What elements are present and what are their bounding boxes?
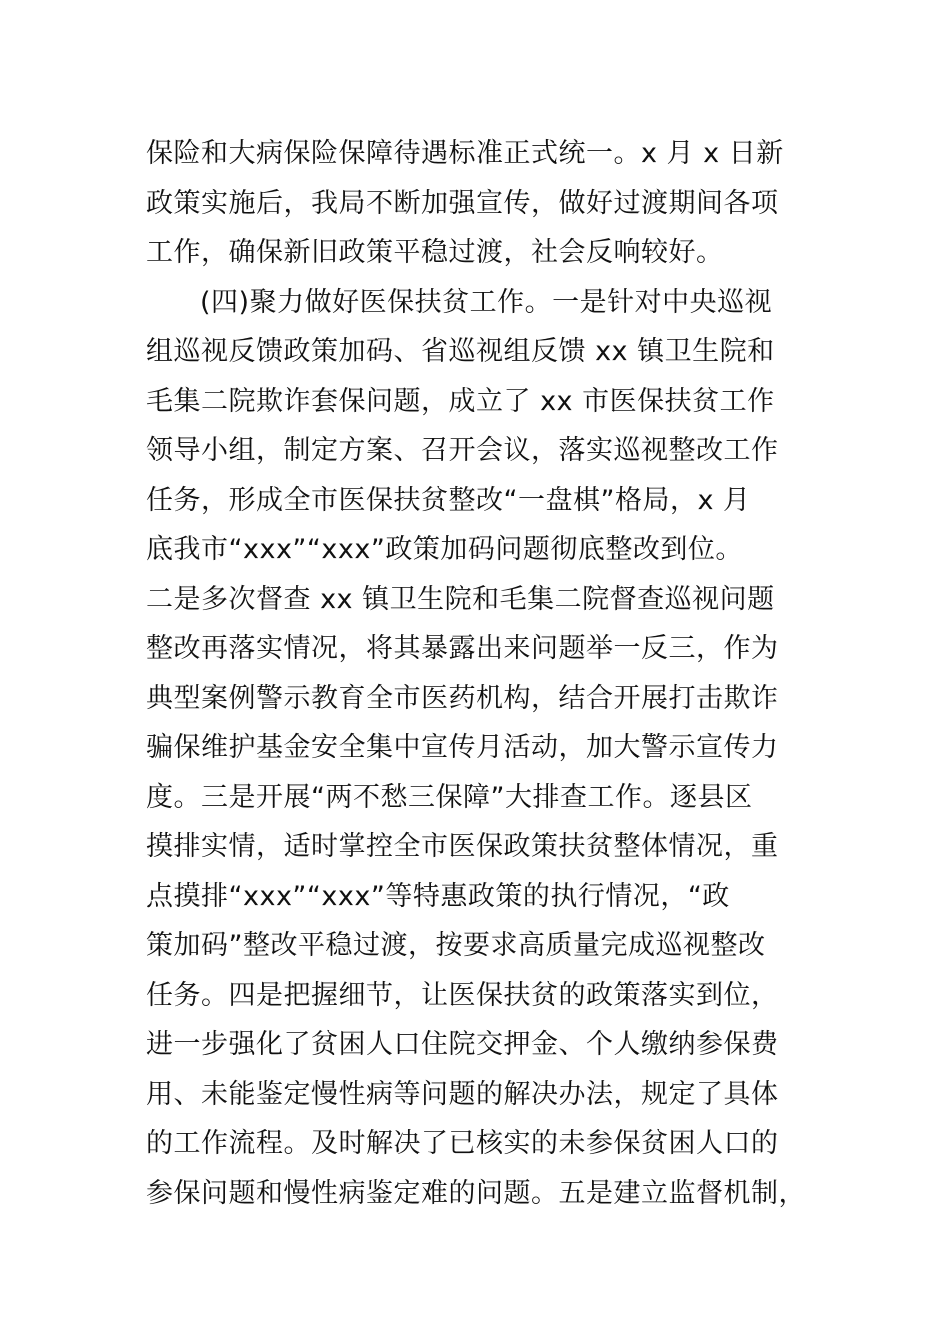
text-line: 任务。四是把握细节，让医保扶贫的政策落实到位， [146, 979, 779, 1011]
paragraph-start-line: (四)聚力做好医保扶贫工作。一是针对中央巡视 [200, 286, 773, 318]
text-line: 进一步强化了贫困人口住院交押金、个人缴纳参保费 [146, 1029, 779, 1060]
text-line: 度。三是开展“两不愁三保障”大排查工作。逐县区 [146, 781, 753, 813]
body-text [146, 129, 816, 1218]
text-line: 策加码”整改平稳过渡，按要求高质量完成巡视整改 [146, 930, 766, 961]
text-line: 典型案例警示教育全市医药机构，结合开展打击欺诈 [146, 682, 779, 714]
text-line: 参保问题和慢性病鉴定难的问题。五是建立监督机制， [146, 1177, 806, 1209]
text-line: 任务，形成全市医保扶贫整改“一盘棋”格局，x 月 [146, 484, 751, 516]
text-line: 二是多次督查 xx 镇卫生院和毛集二院督查巡视问题 [146, 583, 775, 615]
text-line: 的工作流程。及时解决了已核实的未参保贫困人口的 [146, 1128, 779, 1159]
text-line: 点摸排“xxx”“xxx”等特惠政策的执行情况，“政 [146, 880, 730, 912]
text-line: 保险和大病保险保障待遇标准正式统一。x 月 x 日新 [146, 138, 784, 169]
text-line: 骗保维护基金安全集中宣传月活动，加大警示宣传力 [146, 732, 779, 763]
text-line: 摸排实情，适时掌控全市医保政策扶贫整体情况，重 [146, 831, 779, 862]
text-line: 毛集二院欺诈套保问题，成立了 xx 市医保扶贫工作 [146, 385, 775, 417]
text-line: 组巡视反馈政策加码、省巡视组反馈 xx 镇卫生院和 [146, 336, 775, 367]
text-line: 底我市“xxx”“xxx”政策加码问题彻底整改到位。 [146, 534, 743, 565]
text-line: 领导小组，制定方案、召开会议，落实巡视整改工作 [146, 435, 779, 466]
text-line: 整改再落实情况，将其暴露出来问题举一反三，作为 [146, 633, 779, 664]
text-line: 工作，确保新旧政策平稳过渡，社会反响较好。 [146, 237, 724, 268]
text-line: 政策实施后，我局不断加强宣传，做好过渡期间各项 [146, 187, 779, 219]
text-line: 用、未能鉴定慢性病等问题的解决办法，规定了具体 [146, 1078, 779, 1110]
